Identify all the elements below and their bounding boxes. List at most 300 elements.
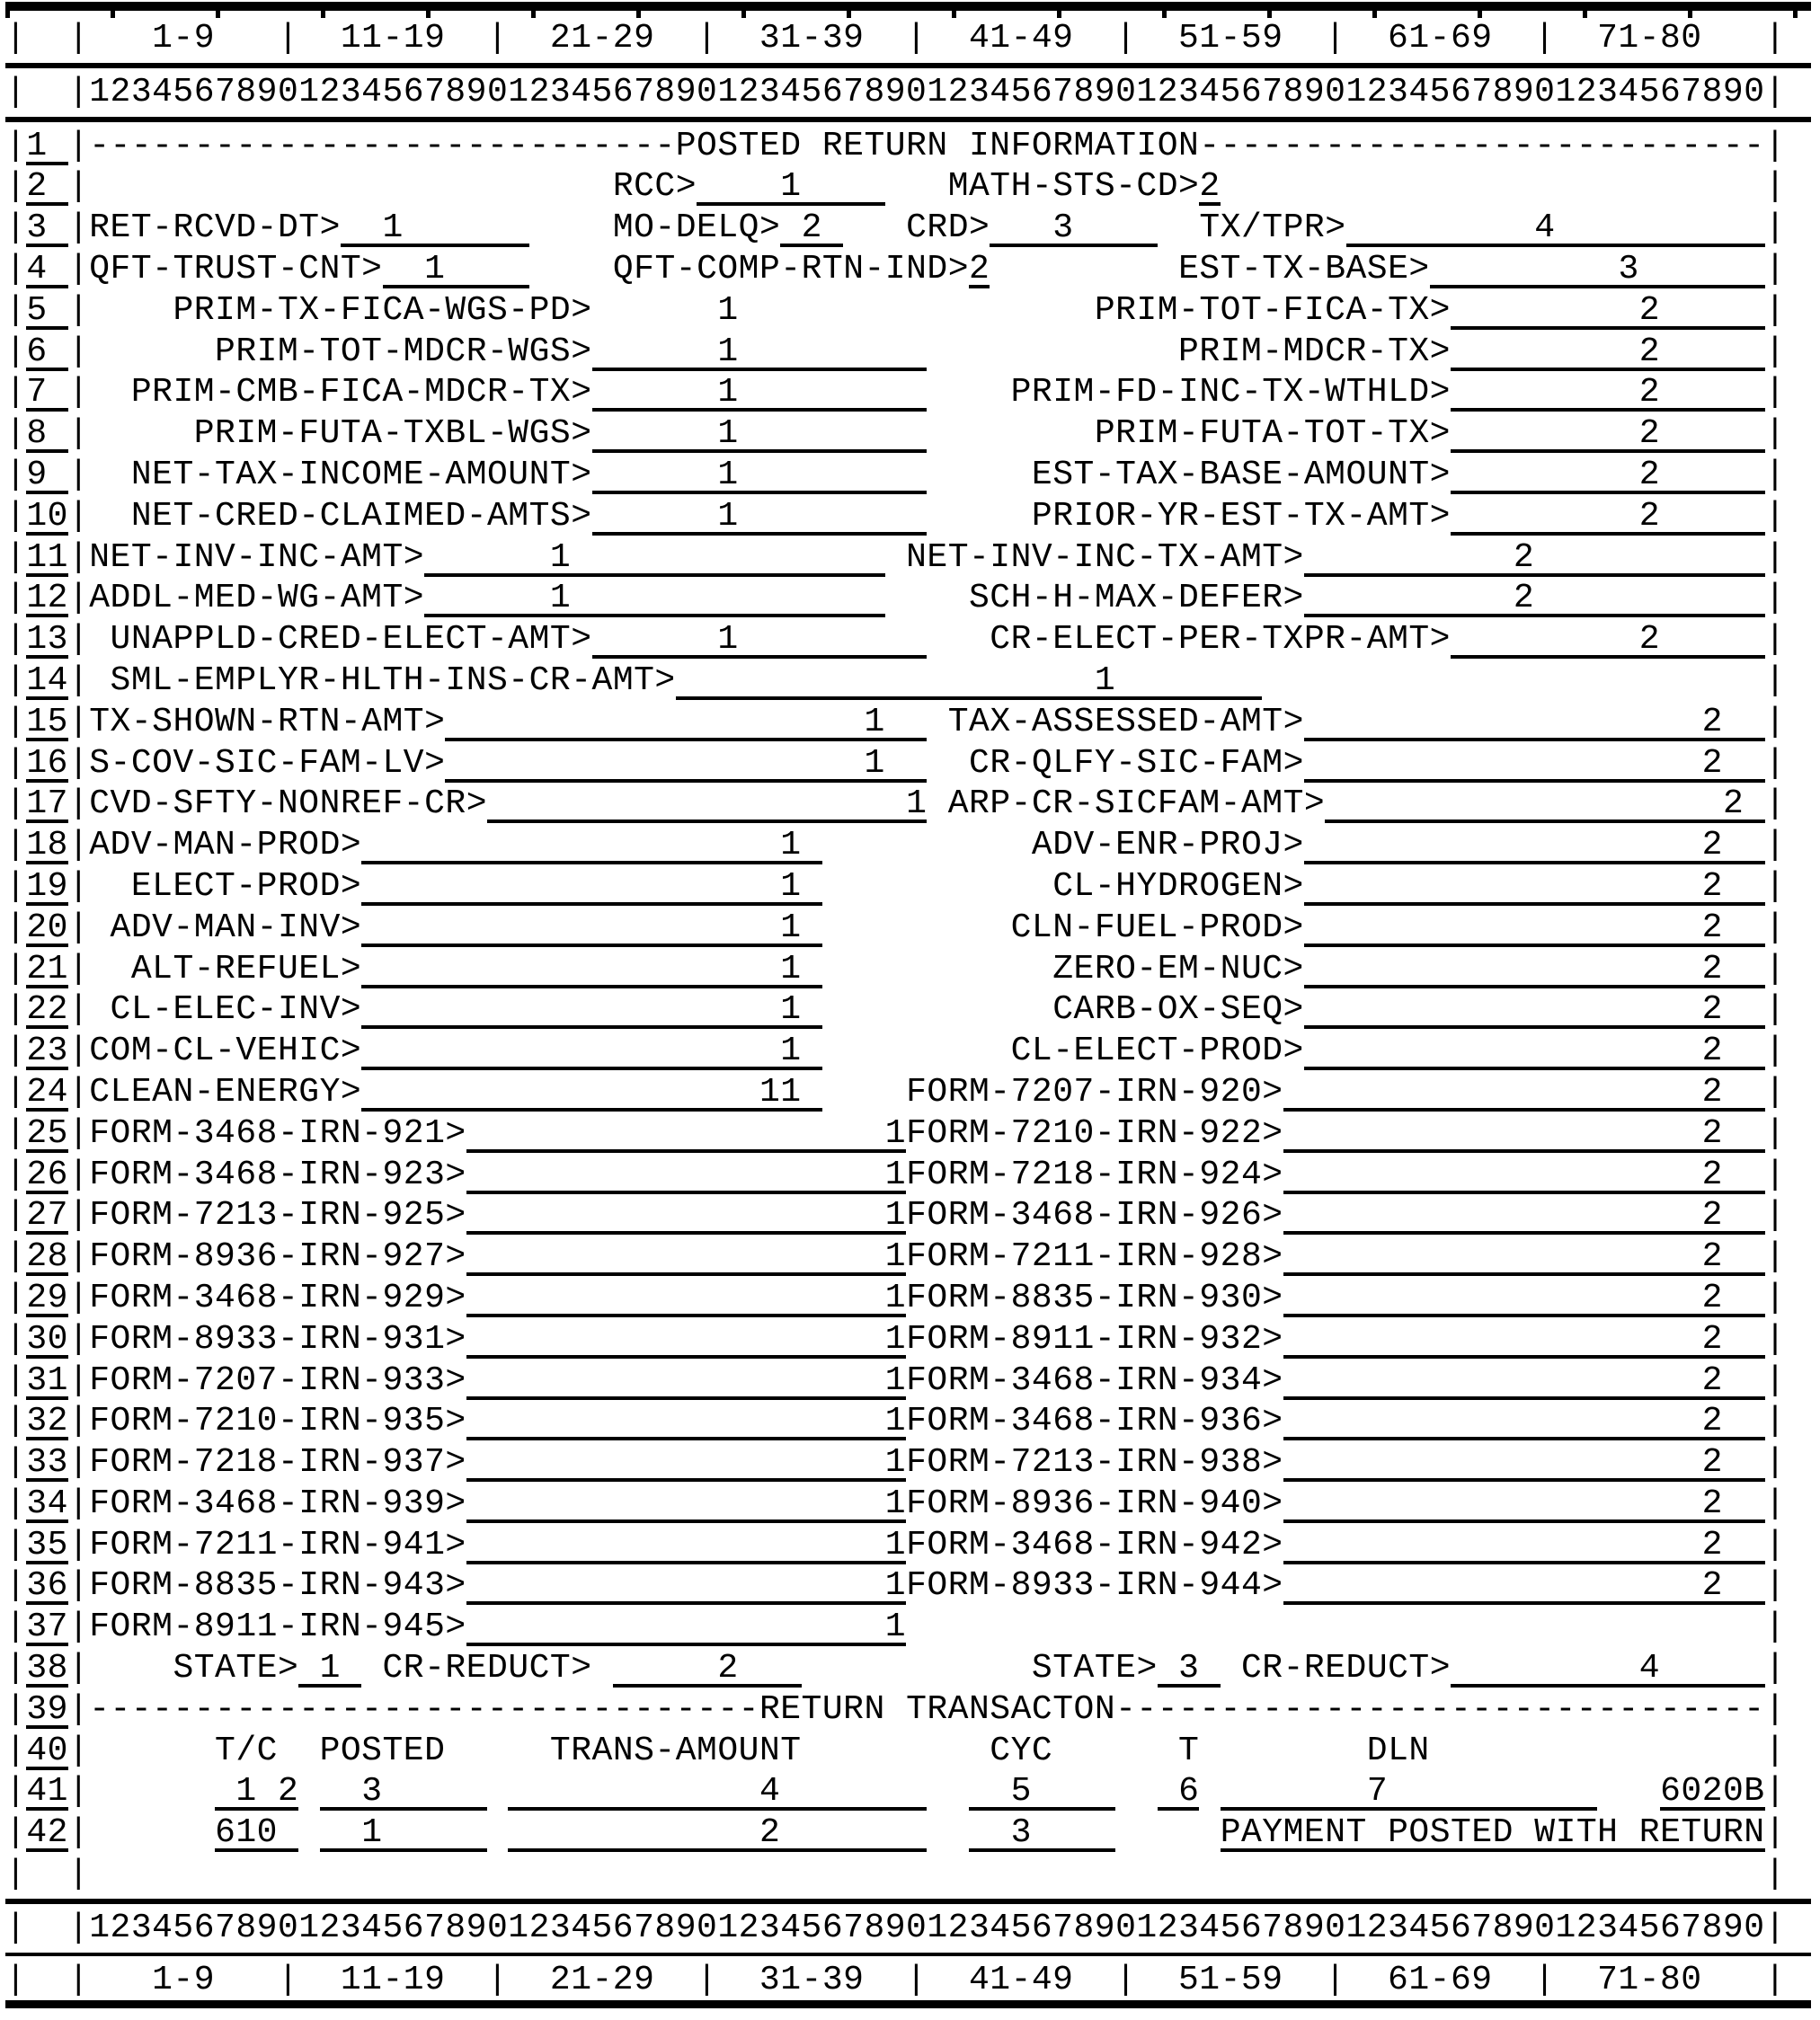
field-value[interactable]: 1: [591, 455, 928, 494]
text-run: [1199, 1772, 1220, 1811]
line-number: 1: [26, 126, 68, 165]
field-value[interactable]: 2: [1325, 784, 1765, 824]
grid-pipe: |: [1764, 1689, 1786, 1729]
text-run: FORM-7207-IRN-920>: [821, 1072, 1283, 1112]
line-number: 3: [26, 208, 68, 248]
top-border-ticks: [5, 11, 1811, 18]
field-value[interactable]: 1: [591, 620, 928, 660]
field-value[interactable]: 1: [487, 784, 928, 824]
field-value[interactable]: 1: [466, 1319, 907, 1359]
field-value[interactable]: 2: [1283, 1237, 1765, 1277]
text-run: [89, 1813, 215, 1852]
text-run: STATE>: [89, 1649, 299, 1688]
text-run: EST-TX-BASE>: [990, 249, 1430, 288]
grid-pipe: |: [1764, 1484, 1786, 1523]
field-value[interactable]: 1: [382, 249, 529, 288]
field-value[interactable]: 7: [1220, 1772, 1598, 1812]
grid-pipe: |: [67, 1731, 90, 1770]
grid-pipe: |: [67, 332, 90, 371]
screen-line-5: [5, 290, 1820, 332]
grid-pipe: |: [67, 1689, 90, 1729]
grid-pipe: |: [67, 537, 90, 577]
screen-line-18: [5, 825, 1820, 866]
line-number: 13: [26, 620, 68, 660]
field-value[interactable]: 1: [675, 660, 1263, 700]
field-value[interactable]: 1: [361, 949, 822, 988]
text-run: QFT-TRUST-CNT>: [89, 249, 383, 288]
column-digit-ruler-top: | |12345678901234567890123456789012345678901234567890123456789012345678901234567890|: [5, 72, 1786, 111]
field-value[interactable]: 1: [298, 1649, 362, 1688]
field-value[interactable]: 3: [1429, 249, 1765, 288]
field-value[interactable]: 1: [466, 1278, 907, 1317]
grid-pipe: |: [5, 1402, 27, 1441]
grid-pipe: |: [5, 249, 27, 288]
line-number: 37: [26, 1608, 68, 1647]
grid-pipe: |: [5, 1731, 27, 1770]
text-run: FORM-3468-IRN-921>: [89, 1113, 466, 1153]
field-value[interactable]: 1: [361, 1032, 822, 1071]
field-value[interactable]: 1: [424, 537, 885, 577]
line-number: 23: [26, 1032, 68, 1071]
top-border: [5, 2, 1811, 11]
text-run: [1115, 1813, 1221, 1852]
field-value[interactable]: 1: [361, 826, 822, 865]
text-run: CLEAN-ENERGY>: [89, 1072, 362, 1112]
text-run: MATH-STS-CD>: [884, 167, 1200, 207]
text-run: [89, 1772, 215, 1811]
grid-pipe: |: [67, 579, 90, 618]
line-number: 20: [26, 908, 68, 947]
grid-pipe: |: [1764, 373, 1786, 412]
grid-pipe: |: [5, 332, 27, 371]
screen-line-40: [5, 1731, 1820, 1772]
screen-line-11: [5, 537, 1820, 579]
text-run: NET-TAX-INCOME-AMOUNT>: [89, 455, 592, 494]
text-run: CL-ELEC-INV>: [89, 990, 362, 1030]
grid-pipe: |: [1764, 496, 1786, 536]
text-run: RET-RCVD-DT>: [89, 208, 341, 248]
field-value[interactable]: 2: [1283, 1484, 1765, 1523]
field-value[interactable]: 1 2: [215, 1772, 299, 1812]
grid-pipe: |: [5, 784, 27, 824]
grid-pipe: |: [1764, 167, 1786, 207]
grid-pipe: |: [1764, 1772, 1786, 1812]
grid-pipe: |: [5, 1566, 27, 1606]
field-value[interactable]: 3: [1157, 1649, 1221, 1688]
field-value[interactable]: 1: [466, 1402, 907, 1441]
grid-pipe: |: [1764, 660, 1786, 700]
grid-pipe: |: [67, 1855, 90, 1894]
text-run: FORM-3468-IRN-934>: [906, 1360, 1283, 1400]
grid-pipe: |: [5, 1608, 27, 1647]
screen-line-25: [5, 1113, 1820, 1155]
grid-pipe: |: [5, 1525, 27, 1564]
text-run: [906, 1608, 1764, 1646]
screen-line-14: [5, 660, 1820, 702]
line-number: 7: [26, 373, 68, 412]
grid-pipe: |: [67, 620, 90, 660]
text-run: FORM-3468-IRN-942>: [906, 1525, 1283, 1564]
field-value[interactable]: 2: [1450, 332, 1765, 371]
field-value[interactable]: 1: [424, 579, 885, 618]
grid-pipe: |: [1764, 1155, 1786, 1194]
grid-pipe: |: [5, 1813, 27, 1853]
field-value[interactable]: 1: [466, 1113, 907, 1153]
text-run: FORM-8936-IRN-927>: [89, 1237, 466, 1277]
screen-line-3: [5, 208, 1820, 249]
grid-pipe: |: [67, 1484, 90, 1523]
field-value[interactable]: 1: [466, 1484, 907, 1523]
grid-pipe: |: [67, 866, 90, 906]
field-value[interactable]: 2: [1303, 908, 1765, 947]
text-run: TAX-ASSESSED-AMT>: [927, 702, 1304, 741]
grid-pipe: |: [1764, 702, 1786, 741]
text-run: ADV-MAN-INV>: [89, 908, 362, 947]
field-value[interactable]: 1: [361, 990, 822, 1030]
text-run: [927, 1772, 969, 1811]
grid-pipe: |: [5, 620, 27, 660]
grid-pipe: |: [5, 702, 27, 741]
field-value[interactable]: 2: [1303, 990, 1765, 1030]
grid-pipe: |: [67, 1813, 90, 1853]
text-run: PRIM-TOT-MDCR-WGS>: [89, 332, 592, 371]
text-run: ----------------------------POSTED RETURN INFORMATION---------------------------: [89, 126, 1765, 165]
field-value[interactable]: 1: [466, 1155, 907, 1194]
text-run: CR-ELECT-PER-TXPR-AMT>: [927, 620, 1451, 660]
field-value[interactable]: 2: [1303, 743, 1765, 783]
field-value[interactable]: 2: [969, 249, 990, 288]
grid-pipe: |: [67, 455, 90, 494]
grid-pipe: |: [67, 908, 90, 947]
field-value[interactable]: 1: [591, 496, 928, 536]
field-value[interactable]: 2: [508, 1813, 928, 1853]
text-run: [487, 1772, 508, 1811]
grid-pipe: |: [67, 496, 90, 536]
grid-pipe: |: [1764, 1443, 1786, 1483]
text-run: PRIM-FUTA-TOT-TX>: [927, 414, 1451, 454]
field-value[interactable]: 2: [1283, 1402, 1765, 1441]
field-value[interactable]: 3: [990, 208, 1158, 248]
text-run: FORM-8835-IRN-943>: [89, 1566, 466, 1606]
text-run: PRIOR-YR-EST-TX-AMT>: [927, 496, 1451, 536]
field-value[interactable]: 2: [1283, 1566, 1765, 1606]
field-value[interactable]: 6: [1157, 1772, 1200, 1812]
screen-line-35: [5, 1525, 1820, 1566]
screen-line-17: [5, 784, 1820, 825]
field-value[interactable]: 1: [466, 1360, 907, 1400]
grid-pipe: |: [1764, 208, 1786, 248]
field-value[interactable]: 2: [1450, 455, 1765, 494]
field-value[interactable]: 6020B: [1660, 1772, 1765, 1812]
grid-pipe: |: [1764, 1402, 1786, 1441]
text-run: SML-EMPLYR-HLTH-INS-CR-AMT>: [89, 660, 676, 700]
text-run: FORM-7213-IRN-925>: [89, 1196, 466, 1236]
grid-pipe: |: [67, 373, 90, 412]
field-value[interactable]: 2: [1283, 1155, 1765, 1194]
grid-pipe: |: [67, 743, 90, 783]
text-run: FORM-7207-IRN-933>: [89, 1360, 466, 1400]
grid-pipe: |: [67, 249, 90, 288]
grid-pipe: |: [5, 1484, 27, 1523]
text-run: FORM-8936-IRN-940>: [906, 1484, 1283, 1523]
screen-line-2: [5, 166, 1820, 208]
text-run: UNAPPLD-CRED-ELECT-AMT>: [89, 620, 592, 660]
text-run: [927, 1813, 969, 1852]
screen-line-12: [5, 578, 1820, 619]
field-value[interactable]: 1: [445, 743, 928, 783]
field-value[interactable]: 1: [466, 1608, 907, 1647]
text-run: FORM-8933-IRN-931>: [89, 1319, 466, 1359]
field-value[interactable]: PAYMENT POSTED WITH RETURN: [1220, 1813, 1765, 1853]
screen-line-19: [5, 866, 1820, 908]
text-run: ALT-REFUEL>: [89, 949, 362, 988]
field-value[interactable]: 2: [1283, 1319, 1765, 1359]
field-value[interactable]: 1: [466, 1196, 907, 1236]
field-value[interactable]: 2: [1450, 373, 1765, 412]
grid-pipe: |: [1764, 1278, 1786, 1317]
field-value[interactable]: 2: [612, 1649, 802, 1688]
line-number: 17: [26, 784, 68, 824]
text-run: ADV-MAN-PROD>: [89, 826, 362, 865]
field-value[interactable]: 1: [340, 208, 529, 248]
grid-pipe: |: [1764, 126, 1786, 165]
field-value[interactable]: 1: [466, 1237, 907, 1277]
grid-pipe: |: [1764, 743, 1786, 783]
text-run: PRIM-TX-FICA-WGS-PD> 1 PRIM-TOT-FICA-TX>: [89, 290, 1451, 330]
grid-pipe: |: [5, 949, 27, 988]
field-value[interactable]: 2: [1303, 866, 1765, 906]
horizontal-rule: [5, 117, 1811, 122]
grid-pipe: |: [5, 373, 27, 412]
line-number: 35: [26, 1525, 68, 1564]
grid-pipe: |: [1764, 1525, 1786, 1564]
field-value[interactable]: 2: [1283, 1278, 1765, 1317]
field-value[interactable]: 1: [361, 866, 822, 906]
text-run: FORM-8933-IRN-944>: [906, 1566, 1283, 1606]
grid-pipe: |: [67, 1402, 90, 1441]
grid-pipe: |: [67, 1278, 90, 1317]
text-run: FORM-7210-IRN-935>: [89, 1402, 466, 1441]
field-value[interactable]: 2: [1450, 620, 1765, 660]
screen-line-26: [5, 1155, 1820, 1196]
line-number: 24: [26, 1072, 68, 1112]
field-value[interactable]: 2: [1283, 1113, 1765, 1153]
text-run: CL-HYDROGEN>: [821, 866, 1304, 906]
text-run: --------------------------------RETURN TRANSACTON-------------------------------: [89, 1689, 1765, 1729]
grid-pipe: |: [1764, 990, 1786, 1030]
column-range-ruler-bottom: | | 1-9 | 11-19 | 21-29 | 31-39 | 41-49 | 51-59 | 61-69 | 71-80 |: [5, 1960, 1786, 1999]
screen-line-6: [5, 332, 1820, 373]
grid-pipe: |: [1764, 949, 1786, 988]
line-number: 5: [26, 290, 68, 330]
grid-pipe: |: [5, 866, 27, 906]
text-run: COM-CL-VEHIC>: [89, 1032, 362, 1071]
text-run: PRIM-FUTA-TXBL-WGS>: [89, 414, 592, 454]
text-run: NET-CRED-CLAIMED-AMTS>: [89, 496, 592, 536]
grid-pipe: |: [5, 1443, 27, 1483]
field-value[interactable]: 2: [1303, 702, 1765, 741]
field-value[interactable]: 1: [591, 373, 928, 412]
line-number: 2: [26, 167, 68, 207]
field-value[interactable]: 2: [1283, 1196, 1765, 1236]
grid-pipe: |: [1764, 1113, 1786, 1153]
grid-pipe: |: [5, 1072, 27, 1112]
field-value[interactable]: 4: [1451, 1649, 1765, 1688]
field-value[interactable]: 3: [969, 1813, 1116, 1853]
text-run: CR-REDUCT>: [361, 1649, 613, 1688]
screen-line-28: [5, 1236, 1820, 1278]
field-value[interactable]: 2: [1450, 496, 1765, 536]
screen-line-9: [5, 455, 1820, 496]
field-value[interactable]: 1: [697, 167, 885, 207]
column-digit-ruler-bottom: | |12345678901234567890123456789012345678901234567890123456789012345678901234567890|: [5, 1908, 1786, 1947]
grid-pipe: |: [1764, 1855, 1786, 1894]
text-run: FORM-8911-IRN-932>: [906, 1319, 1283, 1359]
line-number: 28: [26, 1237, 68, 1277]
grid-pipe: |: [5, 1772, 27, 1812]
field-value[interactable]: 2: [1303, 537, 1765, 577]
line-number: 38: [26, 1649, 68, 1688]
line-number: 34: [26, 1484, 68, 1523]
text-run: S-COV-SIC-FAM-LV>: [89, 743, 446, 783]
grid-pipe: |: [67, 990, 90, 1030]
field-value[interactable]: 1: [466, 1525, 907, 1564]
screen-line-22: [5, 989, 1820, 1031]
text-run: STATE>: [801, 1649, 1158, 1688]
grid-pipe: |: [5, 208, 27, 248]
grid-pipe: |: [67, 414, 90, 454]
horizontal-rule: [5, 1953, 1811, 1956]
text-run: CR-QLFY-SIC-FAM>: [927, 743, 1304, 783]
field-value[interactable]: 2: [1303, 1032, 1765, 1071]
field-value[interactable]: 2: [1199, 167, 1221, 207]
line-number: 36: [26, 1566, 68, 1606]
screen-line-30: [5, 1319, 1820, 1360]
field-value[interactable]: 2: [1450, 290, 1765, 330]
field-value[interactable]: 1: [319, 1813, 488, 1853]
text-run: [89, 1855, 1764, 1893]
line-number: 14: [26, 660, 68, 700]
text-run: FORM-7213-IRN-938>: [906, 1443, 1283, 1483]
line-number: 29: [26, 1278, 68, 1317]
field-value[interactable]: 11: [361, 1072, 822, 1112]
grid-pipe: |: [1764, 1566, 1786, 1606]
field-value[interactable]: 2: [1450, 414, 1765, 454]
field-value[interactable]: 2: [1303, 949, 1765, 988]
text-run: TX-SHOWN-RTN-AMT>: [89, 702, 446, 741]
grid-pipe: |: [1764, 1196, 1786, 1236]
grid-pipe: |: [5, 455, 27, 494]
grid-pipe: |: [5, 1855, 27, 1894]
screen-line-29: [5, 1278, 1820, 1319]
grid-pipe: |: [1764, 1072, 1786, 1112]
text-run: FORM-7211-IRN-928>: [906, 1237, 1283, 1277]
field-value[interactable]: 1: [466, 1443, 907, 1483]
screen-line-39: [5, 1689, 1820, 1731]
field-value[interactable]: 4: [1345, 208, 1765, 248]
line-number: 15: [26, 702, 68, 741]
grid-pipe: |: [67, 1319, 90, 1359]
grid-pipe: |: [67, 208, 90, 248]
field-value[interactable]: 1: [591, 414, 928, 454]
text-run: PRIM-CMB-FICA-MDCR-TX>: [89, 373, 592, 412]
grid-pipe: |: [67, 126, 90, 165]
screen-line-blank: [5, 1854, 1820, 1895]
field-value[interactable]: 1: [466, 1566, 907, 1606]
grid-pipe: |: [1764, 1649, 1786, 1688]
line-number: 26: [26, 1155, 68, 1194]
grid-pipe: |: [1764, 826, 1786, 865]
text-run: FORM-3468-IRN-936>: [906, 1402, 1283, 1441]
field-value[interactable]: 2: [1283, 1525, 1765, 1564]
screen-line-31: [5, 1360, 1820, 1402]
text-run: ELECT-PROD>: [89, 866, 362, 906]
field-value[interactable]: 3: [319, 1772, 488, 1812]
text-run: FORM-8835-IRN-930>: [906, 1278, 1283, 1317]
text-run: NET-INV-INC-AMT>: [89, 537, 425, 577]
grid-pipe: |: [5, 414, 27, 454]
field-value[interactable]: 610: [215, 1813, 299, 1853]
screen-line-10: [5, 496, 1820, 537]
grid-pipe: |: [1764, 784, 1786, 824]
line-number: 33: [26, 1443, 68, 1483]
field-value[interactable]: 4: [508, 1772, 928, 1812]
text-run: FORM-3468-IRN-923>: [89, 1155, 466, 1194]
grid-pipe: |: [67, 1155, 90, 1194]
field-value[interactable]: 2: [1283, 1443, 1765, 1483]
field-value[interactable]: 2: [1303, 826, 1765, 865]
line-number: 39: [26, 1689, 68, 1729]
screen-line-42: [5, 1812, 1820, 1854]
field-value[interactable]: 5: [969, 1772, 1116, 1812]
text-run: TX/TPR>: [1157, 208, 1346, 248]
grid-pipe: |: [1764, 1319, 1786, 1359]
screen-line-34: [5, 1484, 1820, 1525]
field-value[interactable]: 2: [1283, 1072, 1765, 1112]
screen-line-1: [5, 126, 1820, 167]
screen-line-15: [5, 702, 1820, 743]
grid-pipe: |: [5, 1689, 27, 1729]
text-run: MO-DELQ>: [528, 208, 781, 248]
grid-pipe: |: [67, 1113, 90, 1153]
field-value[interactable]: 1: [361, 908, 822, 947]
line-number: 30: [26, 1319, 68, 1359]
field-value[interactable]: 2: [1303, 579, 1765, 618]
text-run: FORM-3468-IRN-939>: [89, 1484, 466, 1523]
screen-line-37: [5, 1607, 1820, 1648]
field-value[interactable]: 1: [445, 702, 928, 741]
field-value[interactable]: 1: [591, 332, 928, 371]
grid-pipe: |: [67, 1566, 90, 1606]
grid-pipe: |: [67, 1525, 90, 1564]
grid-pipe: |: [1764, 1360, 1786, 1400]
grid-pipe: |: [67, 784, 90, 824]
text-run: EST-TAX-BASE-AMOUNT>: [927, 455, 1451, 494]
field-value[interactable]: 2: [1283, 1360, 1765, 1400]
grid-pipe: |: [5, 1237, 27, 1277]
grid-pipe: |: [67, 167, 90, 207]
grid-pipe: |: [5, 1196, 27, 1236]
grid-pipe: |: [67, 1443, 90, 1483]
line-number: 32: [26, 1402, 68, 1441]
screen-line-13: [5, 619, 1820, 660]
field-value[interactable]: 2: [780, 208, 844, 248]
text-run: [298, 1772, 319, 1811]
grid-pipe: |: [5, 537, 27, 577]
line-number: 21: [26, 949, 68, 988]
text-run: [1115, 1772, 1158, 1811]
grid-pipe: |: [67, 949, 90, 988]
